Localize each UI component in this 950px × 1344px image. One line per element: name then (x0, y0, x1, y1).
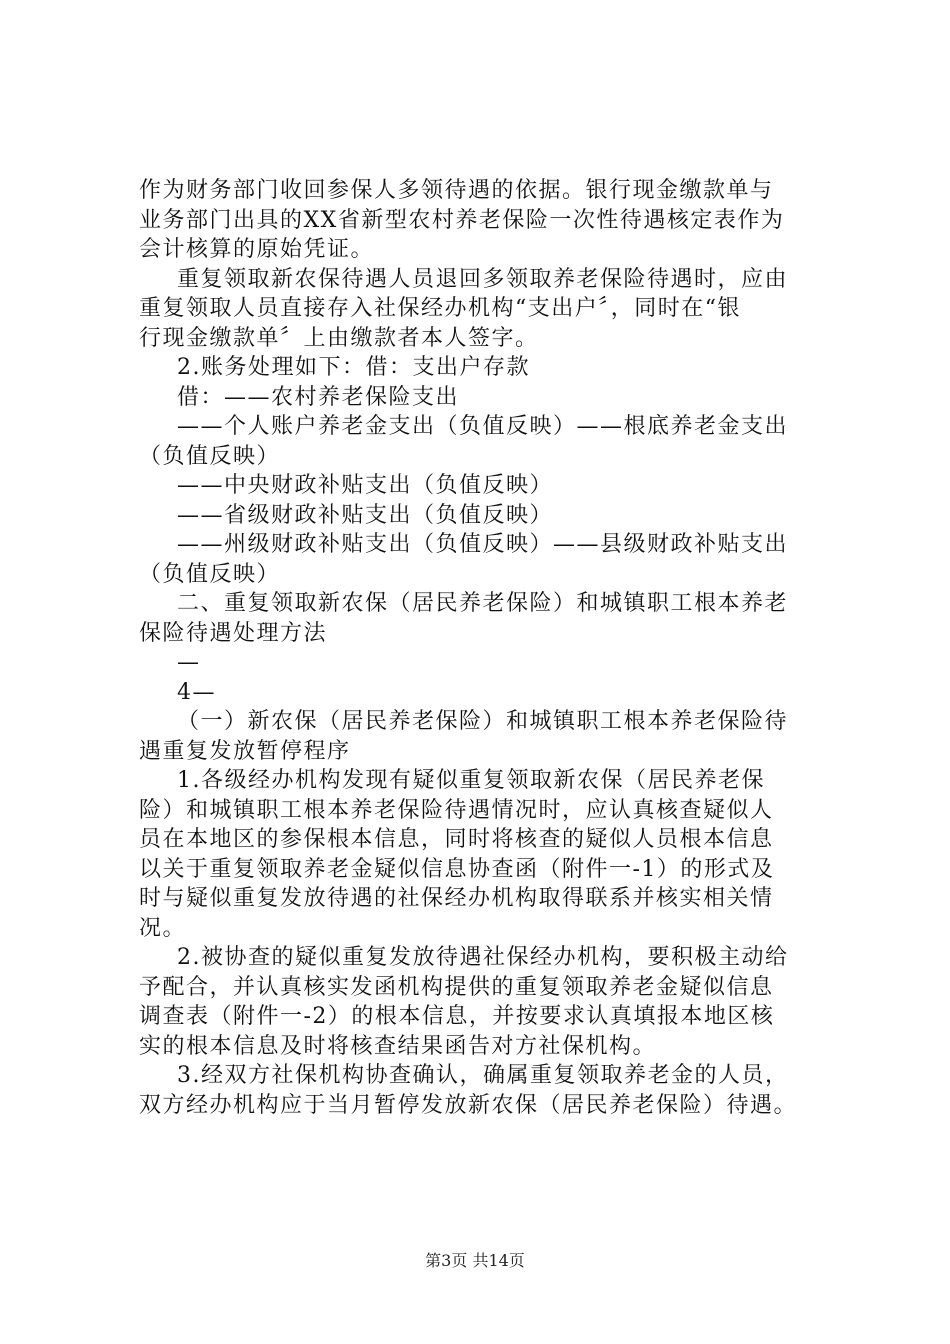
text-line: 1.各级经办机构发现有疑似重复领取新农保（居民养老保 (177, 768, 765, 793)
page-number: 第3页 共14页 (425, 1251, 525, 1270)
text-line: 行现金缴款单〞上由缴款者本人签字。 (139, 325, 539, 351)
text-line: 员在本地区的参保根本信息，同时将核查的疑似人员根本信息 (139, 827, 774, 852)
section-heading: 二、重复领取新农保（居民养老保险）和城镇职工根本养老 (177, 591, 789, 616)
text-line: 重复领取人员直接存入社保经办机构“支出户〞，同时在“银 (139, 296, 741, 321)
text-line: 调查表（附件一-2）的根本信息，并按要求认真填报本地区核 (139, 1004, 775, 1029)
text-line: ——中央财政补贴支出（负值反映） (177, 473, 554, 498)
text-line: 借：——农村养老保险支出 (177, 384, 460, 410)
document-body (139, 176, 839, 1120)
text-line: 3.经双方社保机构协查确认，确属重复领取养老金的人员， (177, 1063, 789, 1088)
subsection-heading: 遇重复发放暂停程序 (139, 738, 351, 764)
text-line: 会计核算的原始凭证。 (139, 237, 375, 262)
text-line: （负值反映） (139, 443, 281, 469)
section-heading: 保险待遇处理方法 (139, 620, 328, 646)
text-line: 况。 (139, 915, 187, 941)
text-line: 作为财务部门收回参保人多领待遇的依据。银行现金缴款单与 (139, 178, 774, 203)
text-line: 以关于重复领取养老金疑似信息协查函（附件一-1）的形式及 (139, 856, 775, 882)
text-line: ——个人账户养老金支出（负值反映）——根底养老金支出 (177, 414, 789, 439)
text-line: （负值反映） (139, 561, 281, 587)
text-line: 险）和城镇职工根本养老保险待遇情况时，应认真核查疑似人 (139, 797, 774, 823)
text-line: 双方经办机构应于当月暂停发放新农保（居民养老保险）待遇。 (139, 1092, 798, 1118)
text-line: ——省级财政补贴支出（负值反映） (177, 502, 554, 528)
text-line: 2.账务处理如下：借：支出户存款 (177, 355, 530, 380)
text-line: 时与疑似重复发放待遇的社保经办机构取得联系并核实相关情 (139, 886, 774, 911)
subsection-heading: （一）新农保（居民养老保险）和城镇职工根本养老保险待 (177, 709, 789, 734)
text-line: 予配合，并认真核实发函机构提供的重复领取养老金疑似信息 (139, 974, 774, 1000)
page-marker: 4— (177, 679, 216, 705)
text-line: 2.被协查的疑似重复发放待遇社保经办机构，要积极主动给 (177, 945, 789, 970)
text-line: 业务部门出具的XX省新型农村养老保险一次性待遇核定表作为 (139, 207, 785, 233)
page-footer (0, 1248, 950, 1271)
text-line: 实的根本信息及时将核查结果函告对方社保机构。 (139, 1033, 657, 1059)
text-line: 重复领取新农保待遇人员退回多领取养老保险待遇时，应由 (177, 266, 789, 292)
page-marker: — (177, 650, 201, 675)
text-line: ——州级财政补贴支出（负值反映）——县级财政补贴支出 (177, 532, 789, 557)
